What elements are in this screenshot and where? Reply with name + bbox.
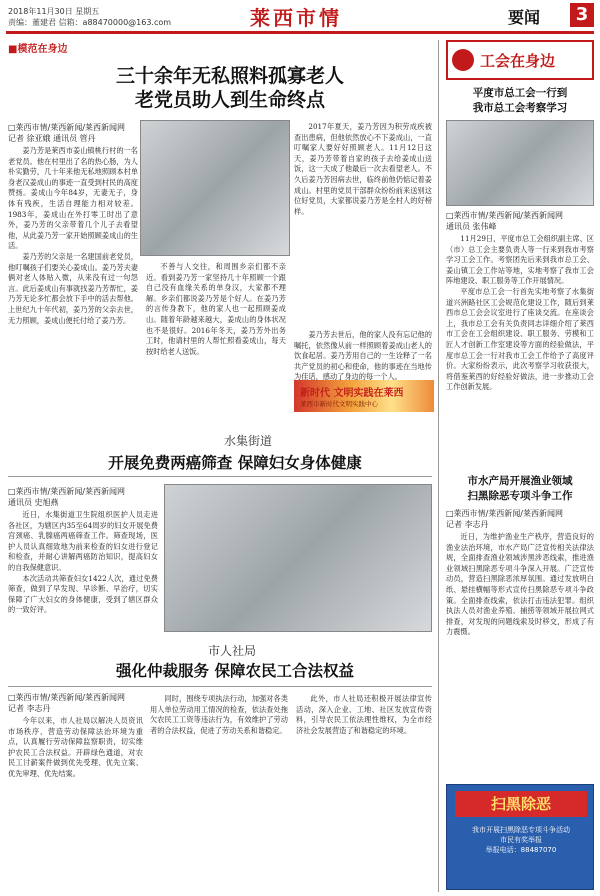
article-fishery-text: 近日，为维护渔业生产秩序，营造良好的渔业法治环境，市水产局广泛宣传相关法律法规，全面排查渔业领域涉黑涉恶线索，推进渔业领域扫黑除恶专项斗争深入开展。广泛宣传动员，营造扫黑除恶浓厚氛围。通过发放明白纸、悬挂横幅等形式宣传扫黑除恶专项斗争政策。全面排查线索，依法打击违法犯罪。组织执法人员对渔业养殖、捕捞等领域开展拉网式排查，对发现的问题线索及时移交，形成了有力震慑。 [446, 532, 594, 637]
article-labor-col1: 今年以来，市人社局以解决人员资讯市场秩序、营造劳动保障法治环境为重点，认真履行劳动保障监察职责，切实维护农民工合法权益。开辟绿色通道，对农民工讨薪案件做到优先受理、优先立案、优先审理、优先结案。 [8, 716, 143, 778]
banner-sub: 莱西市新时代文明实践中心 [300, 400, 378, 408]
paper-name: 莱西市情 [250, 6, 342, 30]
banner-title: 新时代 文明实践在莱西 [300, 388, 404, 399]
divider [8, 476, 432, 477]
headline-screening: 开展免费两癌筛查 保障妇女身体健康 [108, 453, 362, 472]
byline-source: □莱西市情/莱西新闻/莱西新闻网 [446, 211, 563, 220]
union-logo-box [446, 40, 594, 80]
photo-elderly-care [140, 120, 290, 256]
headline-fishery [444, 474, 596, 504]
anti-crime-ad [446, 784, 594, 890]
article-elderly-col2: 不善与人交往，和周围乡亲们都不亲近。看到姜乃芳一家坚持几十年照顾一个跟自己没有血缘关系的单身汉，大家都不理解。乡亲们都说姜乃芳是个好人。在姜乃芳的言传身教下，他的家人也一起照顾姜成山。随着年龄越来越大，姜成山的身体状况也不是很好。2016年冬天，姜乃芳外出务工时，他请村里的人帮忙照看姜成山，每天按时给老人送饭。 [146, 262, 286, 356]
headline-line-4: 扫黑除恶专项斗争工作 [467, 490, 573, 502]
byline-union [446, 210, 594, 232]
article-union-text: 11月29日，平度市总工会组织副主席、区（市）总工会主要负责人等一行来到我市考察学习工会工作。考察团先后来到我市总工会、姜山镇工会工作站等地，实地考察了我市工会阵地建设、职工服务等工作开展情况。 平度市总工会一行首先实地考察了水集街道兴洲路社区工会规范化建设工作，随后到莱西市总工会会议室进行了座谈交流。在座谈会上，我市总工会有关负责同志详细介绍了莱西市工会在工会组织建设、职工服务、劳模和工匠人才创新工作室建设等方面的经验做法，平度市总工会一行对我市工会工作给予了高度评价。大家纷纷表示，此次考察学习收获很大，将借鉴莱西的好经验好做法，进一步推动工会工作创新发展。 [446, 234, 594, 392]
article-labor-col3: 此外，市人社局还积极开展法律宣传活动，深入企业、工地、社区发放宣传资料，引导农民工依法理性维权，为全市经济社会发展营造了和谐稳定的环境。 [296, 694, 432, 735]
union-brand: 工会在身边 [480, 52, 556, 70]
section-name: 要闻 [508, 8, 541, 27]
article-labor-col2: 同时，围绕专项执法行动，加强对各类用人单位劳动用工情况的检查，依法查处拖欠农民工工资等违法行为，有效维护了劳动者的合法权益，促进了劳动关系和谐稳定。 [150, 694, 288, 735]
photo-union-meeting [446, 120, 594, 206]
article-screening-text: 近日，水集街道卫生院组织医护人员走进各社区，为辖区内35至64周岁的妇女开展免费宫颈癌、乳腺癌两癌筛查工作。筛查现场，医护人员认真细致地为前来检查的妇女进行登记和检查，并耐心讲解两癌防治知识，提高妇女的自我保健意识。 本次活动共筛查妇女1422人次，通过免费筛查，做到了早发现、早诊断、早治疗，切实保障了广大妇女的身体健康，受到了辖区群众的一致好评。 [8, 510, 158, 615]
headline-labor: 强化仲裁服务 保障农民工合法权益 [116, 661, 354, 680]
section-kicker: ■模范在身边 [8, 44, 68, 55]
kicker-hr-bureau: 市人社局 [208, 644, 257, 658]
ad-title: 扫黑除恶 [455, 791, 587, 817]
byline-source: □莱西市情/莱西新闻/莱西新闻网 [8, 693, 125, 702]
headline-line-2: 我市总工会考察学习 [472, 102, 568, 114]
byline-reporter: 通讯员 张伟峰 [446, 222, 497, 231]
headline-line-2: 老党员助人到生命终点 [134, 89, 325, 111]
headline-line-1: 平度市总工会一行到 [472, 87, 568, 99]
byline-reporter: 通讯员 史旭燕 [8, 498, 59, 507]
article-elderly-col3: 2017年夏天，姜乃芳因为积劳成疾被查出患病，但他依然放心不下姜成山，一直叮嘱家人要好好照顾老人。11月12日这天，姜乃芳带着自家的孩子去给姜成山送饭，这一天成了他最后一次去看望老人。不久后姜乃芳因病去世，临终前他仍惦记着姜成山。村里的党员干部群众纷纷前来送别这位好党员，大家都说姜乃芳是全村人的好榜样。 [294, 122, 432, 216]
headline-elderly [30, 64, 430, 112]
byline-screening [8, 486, 158, 508]
headline-line-3: 市水产局开展渔业领域 [467, 475, 573, 487]
photo-screening [164, 484, 432, 632]
article-elderly-col3b: 姜乃芳去世后，他的家人没有忘记他的嘱托，依然像从前一样照顾着姜成山老人的饮食起居。姜乃芳用自己的一生诠释了一名共产党员的初心和使命，他的事迹在当地传为佳话，感动了身边的每一个人。 [294, 330, 432, 382]
byline-source: □莱西市情/莱西新闻/莱西新闻网 [8, 487, 125, 496]
byline-source: □莱西市情/莱西新闻/莱西新闻网 [8, 123, 125, 132]
ad-text: 我市开展扫黑除恶专项斗争活动 市民有奖举报 举报电话：88487070 [472, 826, 570, 854]
union-emblem-icon [452, 49, 474, 71]
byline-labor [8, 692, 143, 714]
page-number: 3 [570, 3, 594, 27]
byline-elderly [8, 122, 138, 144]
headline-union [444, 86, 596, 116]
kicker-shuiji: 水集街道 [224, 434, 273, 448]
byline-fishery [446, 508, 594, 530]
headline-line-1: 三十余年无私照料孤寡老人 [115, 65, 344, 87]
masthead-meta [8, 6, 171, 28]
article-elderly-col1: 姜乃芳是莱西市姜山镇桃行村的一名老党员。他在村里出了名的热心肠，为人朴实勤劳，几十年来他无私地照顾本村单身老汉姜成山的事迹一直受到村民的高度赞扬。姜成山今年84岁，无妻无子，身体有残疾，生活自理能力相对较差。1983年，姜成山在外打零工时出了意外，姜乃芳的父亲带着几个儿子去看望他，从此姜乃芳一家开始照顾姜成山的生活。 姜乃芳的父亲是一名建国前老党员，他叮嘱孩子们要关心姜成山。姜乃芳夫妻俩对老人体贴入微，从来没有过一句怨言。此后姜成山有事就找姜乃芳帮忙，姜乃芳无论多忙都会放下手中的活去帮他。上世纪九十年代初，姜乃芳的父亲去世，无力照顾，姜成山便托付给了姜乃芳。 [8, 146, 138, 325]
masthead-rule [6, 31, 594, 34]
divider [8, 686, 432, 687]
byline-source: □莱西市情/莱西新闻/莱西新闻网 [446, 509, 563, 518]
editor-line: 责编：董建君 信箱：a88470000@163.com [8, 18, 172, 27]
civilization-banner [294, 380, 434, 412]
right-column-rule [438, 40, 439, 892]
byline-reporter: 记者 徐亚娥 通讯员 管丹 [8, 134, 96, 143]
byline-reporter: 记者 李志丹 [8, 704, 51, 713]
date-line: 2018年11月30日 星期五 [8, 7, 100, 16]
byline-reporter: 记者 李志丹 [446, 520, 489, 529]
